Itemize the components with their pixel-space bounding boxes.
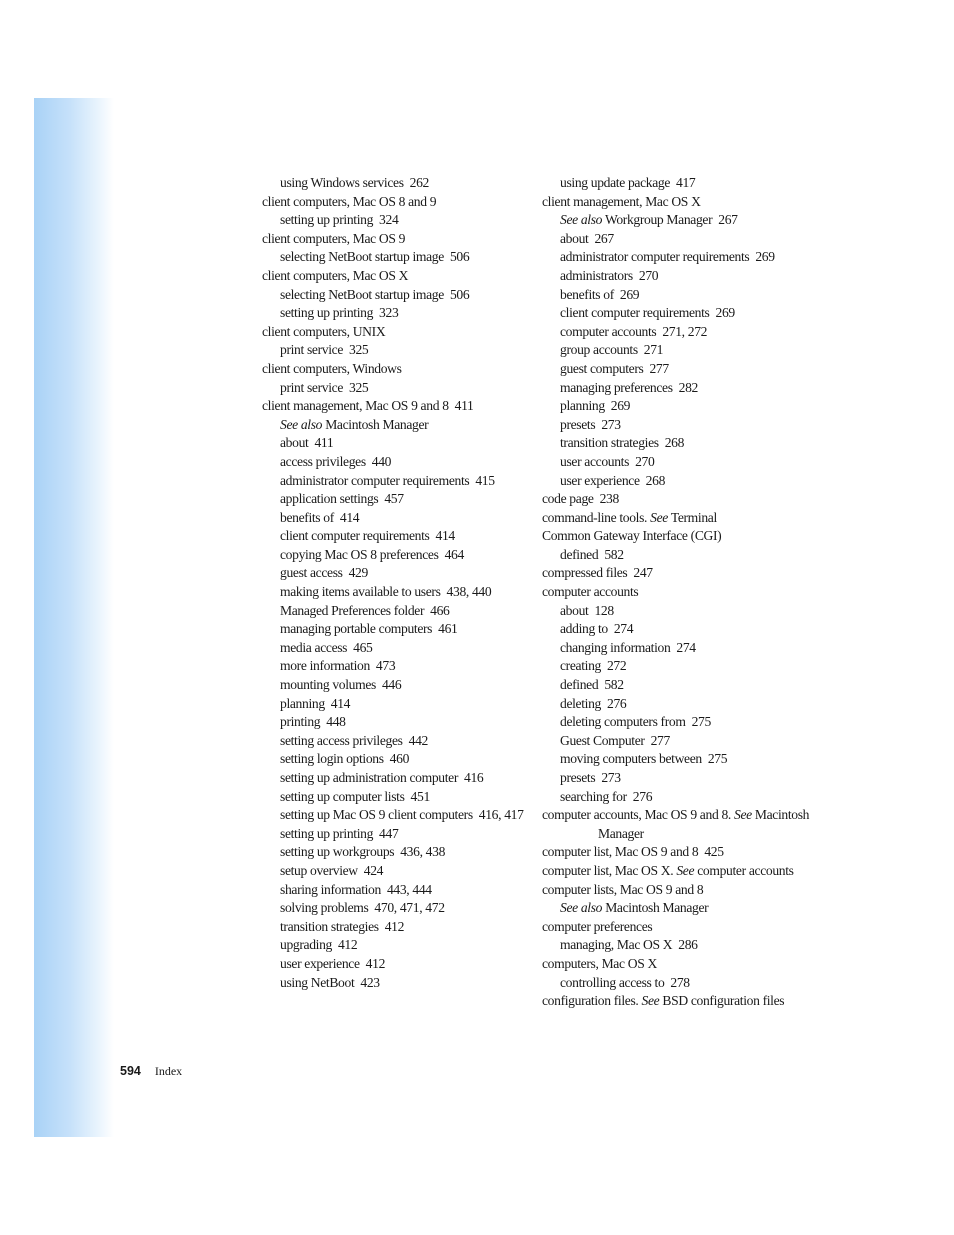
page-reference: 271 [643, 342, 664, 358]
index-entry [542, 174, 812, 193]
index-term: setup overview [280, 862, 358, 878]
index-term: presets [560, 770, 596, 785]
page-reference: 273 [601, 770, 621, 785]
page-reference: 414 [330, 695, 351, 711]
index-entry [542, 230, 812, 249]
index-term: setting up printing [280, 212, 374, 228]
page-reference: 267 [718, 212, 738, 228]
page-reference: 286 [678, 937, 698, 953]
page-reference: 276 [607, 695, 627, 711]
index-entry [262, 620, 524, 639]
page-reference: 442 [408, 732, 428, 748]
index-term: Workgroup Manager [604, 212, 713, 228]
index-entry [262, 676, 524, 695]
page-reference: 238 [599, 491, 619, 507]
page-reference: 272 [606, 658, 627, 674]
page-reference: 275 [691, 714, 711, 730]
index-entry [262, 341, 524, 360]
index-entry [262, 881, 524, 900]
index-entry [262, 230, 524, 249]
page-reference: 424 [363, 862, 384, 878]
index-entry [542, 527, 812, 546]
page-reference: 325 [349, 342, 369, 358]
page-reference: 470, 471, 472 [374, 900, 445, 916]
page-reference: 582 [604, 677, 624, 693]
index-term: media access [280, 639, 348, 655]
index-entry [542, 323, 812, 342]
index-term: planning [560, 398, 605, 414]
index-term: computer accounts [560, 323, 657, 339]
index-term: controlling access to [560, 974, 665, 990]
index-term: moving computers between [560, 751, 702, 767]
index-entry [542, 620, 812, 639]
page-reference: 582 [604, 546, 624, 562]
page-reference: 473 [375, 658, 396, 674]
index-entry [262, 639, 524, 658]
index-entry [542, 806, 812, 843]
page-reference: 464 [444, 546, 464, 562]
index-term: administrator computer requirements [560, 249, 750, 265]
index-term: client management, Mac OS X [542, 193, 701, 209]
page-reference: 460 [389, 751, 410, 767]
index-entry [262, 899, 524, 918]
index-term: computer accounts, Mac OS 9 and 8. [542, 807, 731, 823]
index-entry [542, 862, 812, 881]
index-entry [542, 564, 812, 583]
page-reference: 268 [664, 435, 685, 451]
index-term: client computers, Windows [262, 360, 402, 376]
index-entry [542, 639, 812, 658]
index-entry [542, 509, 812, 528]
index-term: application settings [280, 491, 379, 507]
index-term: benefits of [280, 509, 334, 525]
index-term: using Windows services [280, 175, 404, 190]
index-term: deleting computers from [560, 714, 686, 730]
page-reference: 429 [348, 565, 368, 581]
index-entry [262, 732, 524, 751]
index-term: Guest Computer [560, 732, 645, 748]
index-term: setting up Mac OS 9 client computers [280, 807, 473, 823]
index-term: computers, Mac OS X [542, 955, 657, 971]
index-term: setting up computer lists [280, 788, 405, 804]
index-term: printing [280, 714, 321, 730]
page-reference: 323 [379, 305, 399, 321]
index-term: presets [560, 416, 596, 432]
index-term: solving problems [280, 900, 369, 916]
index-term: Macintosh Manager [605, 900, 709, 916]
index-term: client computers, Mac OS X [262, 267, 409, 283]
index-entry [262, 490, 524, 509]
see-also-label: See also [560, 212, 603, 228]
index-term: using update package [560, 175, 671, 190]
page-reference: 446 [381, 677, 402, 693]
index-term: setting login options [280, 751, 384, 767]
index-term: Macintosh Manager [325, 416, 429, 432]
index-term: guest computers [560, 360, 644, 376]
index-entry [542, 379, 812, 398]
index-term: setting up printing [280, 825, 374, 841]
see-reference-label: See [641, 993, 660, 1009]
index-term: access privileges [280, 453, 366, 469]
index-entry [542, 918, 812, 937]
index-entry [542, 546, 812, 565]
page-reference: 506 [449, 249, 470, 265]
side-color-band [34, 98, 114, 1137]
index-entry [262, 918, 524, 937]
index-entry [262, 843, 524, 862]
page-reference: 423 [360, 974, 380, 990]
index-entry [542, 602, 812, 621]
index-entry [262, 434, 524, 453]
index-term: planning [280, 695, 325, 711]
see-reference-target: Terminal [670, 509, 717, 525]
index-term: using NetBoot [280, 974, 355, 990]
index-entry [542, 769, 812, 788]
index-term: transition strategies [560, 435, 659, 451]
index-entry [542, 304, 812, 323]
index-entry [542, 955, 812, 974]
index-term: adding to [560, 621, 608, 637]
page-reference: 447 [379, 825, 399, 841]
index-entry [262, 416, 524, 435]
see-also-label: See also [560, 900, 603, 916]
see-reference-target: computer accounts [697, 862, 794, 878]
index-entry [542, 750, 812, 769]
index-term: user experience [560, 472, 640, 488]
index-entry [262, 695, 524, 714]
index-entry [262, 546, 524, 565]
index-term: benefits of [560, 286, 614, 302]
index-column-right [542, 174, 812, 1011]
index-entry [542, 676, 812, 695]
index-term: managing, Mac OS X [560, 937, 673, 953]
page-reference: 506 [449, 286, 470, 302]
page-reference: 276 [632, 788, 653, 804]
page-reference: 270 [638, 267, 659, 283]
index-entry [542, 843, 812, 862]
page-reference: 411 [314, 435, 334, 451]
index-entry [542, 453, 812, 472]
index-term: defined [560, 677, 599, 693]
see-reference-label: See [676, 862, 695, 878]
see-reference-label: See [734, 807, 752, 823]
index-term: administrators [560, 267, 633, 283]
index-term: guest access [280, 565, 343, 581]
index-entry [542, 472, 812, 491]
index-entry [542, 899, 812, 918]
page-reference: 415 [475, 472, 495, 488]
index-entry [542, 490, 812, 509]
index-term: computer list, Mac OS X. [542, 862, 674, 878]
index-term: configuration files. [542, 993, 639, 1009]
page-reference: 414 [435, 528, 455, 544]
index-term: user accounts [560, 453, 630, 469]
index-entry [542, 936, 812, 955]
index-entry [262, 657, 524, 676]
index-entry [542, 211, 812, 230]
page-reference: 274 [613, 621, 634, 637]
page-reference: 271, 272 [662, 323, 708, 339]
index-entry [262, 267, 524, 286]
index-term: about [560, 602, 589, 618]
index-entry [542, 657, 812, 676]
index-term: computer accounts [542, 584, 639, 600]
index-entry [262, 509, 524, 528]
index-term: copying Mac OS 8 preferences [280, 546, 439, 562]
index-term: making items available to users [280, 584, 441, 600]
page-reference: 268 [645, 472, 666, 488]
page-reference: 324 [379, 212, 399, 228]
index-term: setting up printing [280, 305, 374, 321]
index-entry [542, 267, 812, 286]
index-term: print service [280, 379, 344, 395]
page-reference: 416 [464, 770, 484, 785]
page-reference: 262 [409, 175, 429, 190]
page-reference: 269 [619, 286, 640, 302]
index-term: group accounts [560, 342, 638, 358]
index-entry [262, 936, 524, 955]
index-entry [542, 360, 812, 379]
index-term: client computers, UNIX [262, 323, 386, 339]
index-entry [262, 304, 524, 323]
page-reference: 278 [670, 974, 690, 990]
index-term: computer preferences [542, 918, 653, 934]
page-reference: 270 [635, 453, 655, 469]
index-entry [262, 211, 524, 230]
see-reference-target: BSD configuration files [662, 993, 785, 1009]
index-entry [262, 564, 524, 583]
index-entry [542, 695, 812, 714]
index-term: selecting NetBoot startup image [280, 286, 444, 302]
index-term: client computers, Mac OS 8 and 9 [262, 193, 437, 209]
page-reference: 448 [326, 714, 346, 730]
index-entry [542, 974, 812, 993]
index-entry [542, 583, 812, 602]
page-reference: 436, 438 [400, 844, 446, 860]
index-entry [262, 713, 524, 732]
page-reference: 128 [594, 602, 614, 618]
page-reference: 267 [594, 230, 614, 246]
page-reference: 461 [438, 621, 458, 637]
page-reference: 416, 417 [478, 807, 524, 823]
index-term: searching for [560, 788, 627, 804]
index-entry [262, 806, 524, 825]
page-footer [120, 1063, 182, 1079]
index-entry [262, 527, 524, 546]
index-entry [262, 286, 524, 305]
see-also-label: See also [280, 416, 323, 432]
page-reference: 269 [755, 249, 775, 265]
index-entry [262, 472, 524, 491]
page-reference: 273 [601, 416, 621, 432]
page-reference: 466 [430, 602, 450, 618]
index-entry [262, 750, 524, 769]
page-reference: 282 [678, 379, 698, 395]
page-reference: 465 [353, 639, 373, 655]
page-reference: 457 [384, 491, 404, 507]
index-term: selecting NetBoot startup image [280, 249, 444, 265]
page-reference: 269 [610, 398, 631, 414]
page-reference: 412 [365, 955, 386, 971]
index-entry [262, 360, 524, 379]
index-term: creating [560, 658, 601, 674]
page-reference: 414 [339, 509, 360, 525]
index-entry [542, 713, 812, 732]
index-entry [262, 323, 524, 342]
index-term: print service [280, 342, 344, 358]
index-entry [262, 769, 524, 788]
index-entry [262, 602, 524, 621]
page-reference: 412 [337, 937, 358, 953]
index-term: compressed files [542, 565, 628, 581]
index-term: Common Gateway Interface (CGI) [542, 528, 722, 544]
index-entry [542, 881, 812, 900]
footer-section-label: Index [154, 1064, 183, 1078]
index-entry [262, 974, 524, 993]
see-reference-label: See [650, 509, 668, 525]
index-term: sharing information [280, 881, 381, 897]
index-term: managing portable computers [280, 621, 433, 637]
index-term: user experience [280, 955, 360, 971]
page-number: 594 [120, 1064, 141, 1078]
index-entry [262, 193, 524, 212]
page-reference: 275 [707, 751, 728, 767]
index-entry [262, 379, 524, 398]
index-entry [262, 825, 524, 844]
index-term: about [280, 435, 309, 451]
index-term: setting up workgroups [280, 844, 395, 860]
index-term: code page [542, 491, 594, 507]
index-entry [262, 862, 524, 881]
index-term: client management, Mac OS 9 and 8 [262, 398, 449, 414]
index-term: more information [280, 658, 370, 674]
index-term: defined [560, 546, 599, 562]
index-entry [262, 583, 524, 602]
index-term: deleting [560, 695, 601, 711]
index-term: client computer requirements [280, 528, 430, 544]
page-reference: 325 [349, 379, 369, 395]
index-entry [262, 174, 524, 193]
index-term: changing information [560, 639, 671, 655]
index-entry [262, 788, 524, 807]
index-entry [542, 992, 812, 1011]
page-reference: 412 [384, 918, 405, 934]
page-reference: 425 [704, 844, 724, 860]
index-entry [542, 248, 812, 267]
index-term: managing preferences [560, 379, 673, 395]
index-entry [262, 453, 524, 472]
index-term: command-line tools. [542, 509, 648, 525]
index-term: computer list, Mac OS 9 and 8 [542, 844, 699, 860]
index-entry [542, 434, 812, 453]
page-reference: 247 [633, 565, 653, 581]
index-entry [262, 397, 524, 416]
index-entry [262, 248, 524, 267]
index-term: client computers, Mac OS 9 [262, 230, 406, 246]
page-reference: 440 [371, 453, 392, 469]
page-reference: 438, 440 [446, 584, 492, 600]
index-entry [542, 193, 812, 212]
index-term: transition strategies [280, 918, 379, 934]
see-reference-target: Macintosh Manager [598, 807, 810, 841]
page-reference: 411 [454, 398, 474, 414]
page-reference: 417 [676, 175, 696, 190]
index-entry [542, 732, 812, 751]
index-term: upgrading [280, 937, 332, 953]
page-reference: 269 [715, 305, 735, 321]
index-entry [542, 416, 812, 435]
index-term: computer lists, Mac OS 9 and 8 [542, 881, 704, 897]
index-term: setting access privileges [280, 732, 403, 748]
index-term: client computer requirements [560, 305, 710, 321]
index-term: setting up administration computer [280, 770, 459, 785]
index-term: mounting volumes [280, 677, 376, 693]
index-column-left [262, 174, 524, 992]
page-reference: 274 [676, 639, 696, 655]
index-term: Managed Preferences folder [280, 602, 425, 618]
index-entry [262, 955, 524, 974]
index-entry [542, 397, 812, 416]
page-reference: 277 [649, 360, 669, 376]
index-term: administrator computer requirements [280, 472, 470, 488]
index-entry [542, 341, 812, 360]
page-reference: 443, 444 [386, 881, 432, 897]
page-reference: 277 [650, 732, 670, 748]
index-entry [542, 788, 812, 807]
page-reference: 451 [410, 788, 430, 804]
index-entry [542, 286, 812, 305]
index-term: about [560, 230, 589, 246]
